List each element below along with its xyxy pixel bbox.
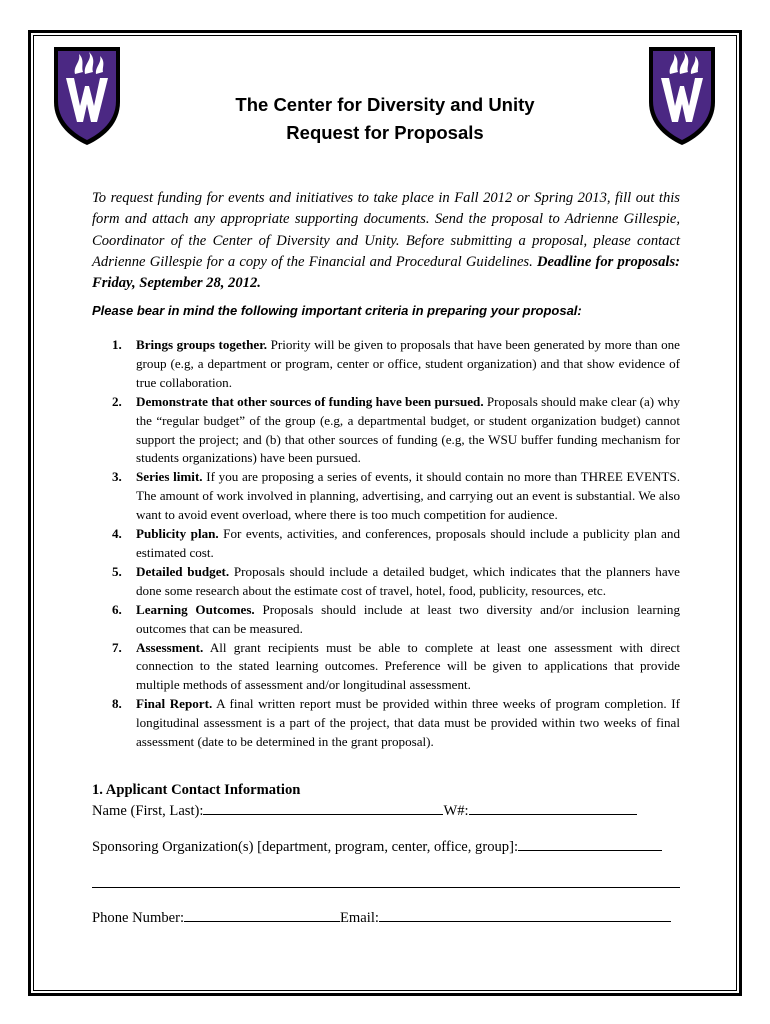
- w-number-field[interactable]: [469, 800, 637, 815]
- criteria-list: [100, 336, 680, 752]
- criteria-item: [100, 468, 680, 525]
- criteria-lead: Detailed budget.: [136, 563, 230, 579]
- criteria-text: Priority will be given to proposals that have been generated by more than one group (e.g, a department or program, center or office, student organization) and that show evidence of true collaboration.: [136, 337, 680, 390]
- criteria-number: 3.: [112, 469, 122, 485]
- criteria-lead: Brings groups together.: [136, 337, 268, 352]
- name-field[interactable]: [203, 800, 443, 815]
- criteria-number: 6.: [112, 601, 122, 617]
- criteria-item: [100, 393, 680, 469]
- criteria-item: [100, 563, 680, 601]
- criteria-lead: Series limit.: [136, 469, 203, 485]
- sponsor-label: Sponsoring Organization(s) [department, program, center, office, group]:: [92, 839, 519, 855]
- email-label: Email:: [340, 910, 379, 926]
- criteria-number: 2.: [112, 393, 122, 409]
- phone-field[interactable]: [184, 907, 340, 922]
- deadline-text: Deadline for proposals: Friday, September 28, 2012.: [92, 253, 680, 292]
- criteria-number: 1.: [112, 337, 122, 352]
- criteria-item: [100, 639, 680, 696]
- applicant-section-title: 1. Applicant Contact Information: [92, 782, 301, 798]
- criteria-number: 4.: [112, 526, 122, 542]
- criteria-text: Proposals should include at least two diversity and/or inclusion learning outcomes that can be measured.: [136, 601, 681, 636]
- criteria-text: All grant recipients must be able to complete at least one assessment with direct connection to the stated learning outcomes. Preference will be given to applications that provide multiple methods of assessment and/or longitudinal assessment.: [136, 639, 680, 693]
- phone-label: Phone Number:: [92, 910, 185, 926]
- criteria-item: [100, 601, 680, 639]
- criteria-number: 8.: [112, 696, 122, 712]
- criteria-lead: Final Report.: [136, 696, 213, 712]
- criteria-text: If you are proposing a series of events, it should contain no more than THREE EVENTS. The amount of work involved in planning, advertising, and carrying out an event is substantial. We also want to avoid event overload, where there is too much competition for audience.: [136, 469, 680, 523]
- name-row: [92, 800, 637, 820]
- email-field[interactable]: [379, 907, 671, 922]
- criteria-lead: Publicity plan.: [136, 526, 219, 542]
- name-label: Name (First, Last):: [92, 803, 204, 819]
- criteria-number: 5.: [112, 563, 122, 579]
- criteria-text: Proposals should include a detailed budget, which indicates that the planners have done some research about the estimate cost of travel, hotel, food, publicity, resources, etc.: [136, 563, 680, 598]
- criteria-lead: Learning Outcomes.: [136, 601, 255, 617]
- criteria-item: [100, 525, 680, 563]
- criteria-text: Proposals should make clear (a) why the “regular budget” of the group (e.g, a departmental budget, or student organization budget) cannot support the project; and (b) that other sources of funding (e.g, the WSU buffer funding mechanism for students organizations) have been pursued.: [136, 393, 680, 466]
- criteria-number: 7.: [112, 639, 122, 655]
- criteria-text: A final written report must be provided within three weeks of program completion. If longitudinal assessment is a part of the project, that data must be provided within two weeks of final assessment (date to be determined in the grant proposal).: [136, 696, 681, 750]
- sponsor-row: [92, 836, 662, 856]
- intro-paragraph: [92, 188, 680, 294]
- phone-email-row: [92, 907, 671, 927]
- w-number-label: W#:: [443, 803, 469, 819]
- criteria-heading: Please bear in mind the following important criteria in preparing your proposal:: [92, 303, 582, 318]
- page-subtitle: Request for Proposals: [286, 122, 484, 143]
- criteria-lead: Demonstrate that other sources of funding have been pursued.: [136, 393, 484, 409]
- page-title: The Center for Diversity and Unity: [235, 94, 535, 115]
- criteria-lead: Assessment.: [136, 639, 204, 655]
- criteria-item: [100, 336, 680, 393]
- criteria-item: [100, 695, 680, 752]
- criteria-text: For events, activities, and conferences, proposals should include a publicity plan and estimated cost.: [136, 526, 680, 560]
- sponsor-field-continued[interactable]: [92, 871, 680, 888]
- sponsor-field[interactable]: [518, 836, 662, 851]
- intro-text: To request funding for events and initiatives to take place in Fall 2012 or Spring 2013, fill out this form and attach any appropriate supporting documents. Send the proposal to Adrienne Gillespie, Coordinator of the Center of Diversity and Unity. Before submitting a proposal, please contact Adrienne Gillespie for a copy of the Financial and Procedural Guidelines.: [92, 190, 680, 270]
